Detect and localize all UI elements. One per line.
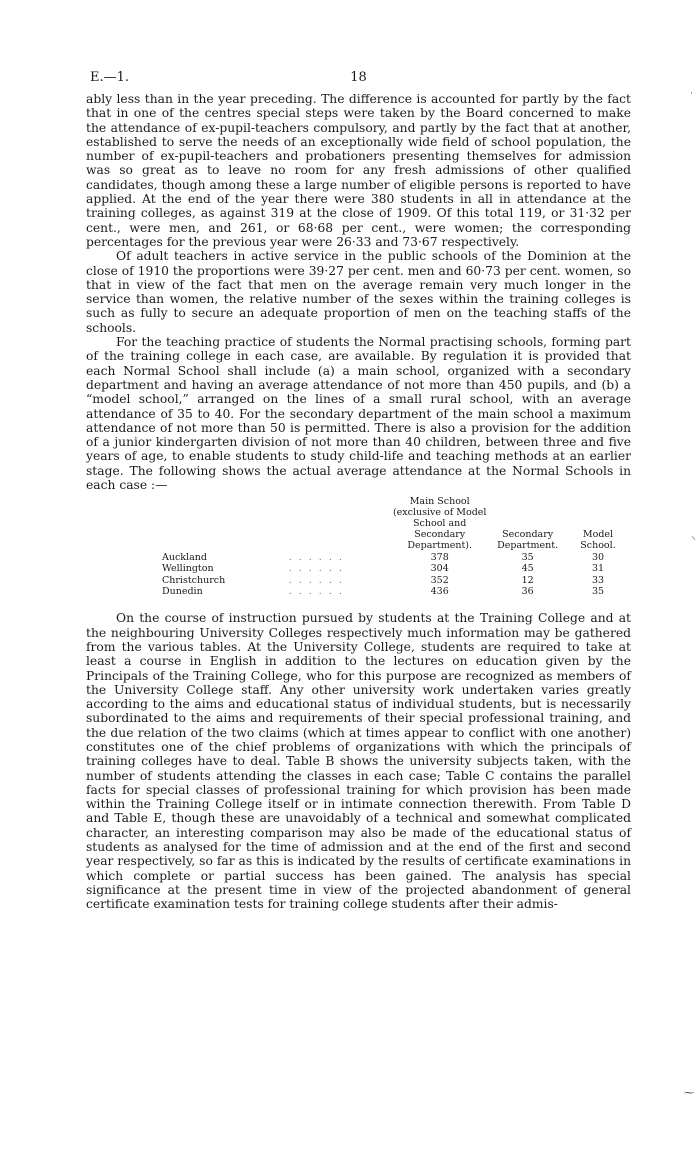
row-model: 33 bbox=[591, 574, 605, 586]
row-main: 436 bbox=[430, 586, 449, 598]
paragraph-1: ably less than in the year preceding. The difference is accounted for partly by the fact that in one of the centres special steps were taken by the Board concerned to make the attendance of ex-pupil-teachers compulsory, and partly by the fact that at another, established to serve the needs of an exceptionally wide field of school population, the number of ex-pupil-teachers and probationers presenting themselves for admission was so great as to leave no room for any fresh admissions of other qualified candidates, though among these a large number of eligible persons is reported to have applied. At the end of the year there were 380 students in all in attendance at the training colleges, as against 319 at the close of 1909. Of this total 119, or 31·32 per cent., were men, and 261, or 68·68 per cent., were women; the corresponding percentages for the previous year were 26·33 and 73·67 respectively. bbox=[86, 92, 631, 249]
header-secondary: Secondary Department. bbox=[497, 529, 559, 552]
body-text-top bbox=[86, 92, 631, 492]
row-main: 352 bbox=[430, 574, 449, 586]
row-leader: . . . . . . bbox=[288, 551, 344, 563]
body-text-bottom bbox=[86, 611, 631, 911]
row-leader: . . . . . . bbox=[288, 563, 344, 575]
document-page bbox=[86, 70, 631, 912]
row-place: Dunedin bbox=[162, 586, 203, 598]
row-secondary: 36 bbox=[521, 586, 534, 598]
row-model: 35 bbox=[591, 586, 605, 598]
row-place: Christchurch bbox=[162, 574, 226, 586]
row-main: 378 bbox=[430, 551, 449, 563]
header-model: Model School. bbox=[580, 529, 616, 552]
row-secondary: 35 bbox=[521, 551, 534, 563]
row-place: Wellington bbox=[162, 563, 214, 575]
row-main: 304 bbox=[430, 563, 449, 575]
row-secondary: 45 bbox=[521, 563, 534, 575]
row-model: 30 bbox=[591, 551, 605, 563]
table-header-row bbox=[88, 496, 628, 551]
table-row bbox=[88, 563, 628, 575]
row-leader: . . . . . . bbox=[288, 574, 344, 586]
margin-mark: ⸜ bbox=[691, 531, 696, 542]
header-main-school: Main School (exclusive of Model School and Secondary Department). bbox=[392, 496, 487, 552]
margin-mark: ˙ bbox=[689, 92, 694, 103]
paragraph-3: For the teaching practice of students the Normal practising schools, forming part of the training college in each case, are available. By regulation it is provided that each Normal School shall include (a) a main school, organized with a secondary department and having an average attendance of not more than 450 pupils, and (b) a “model school,” arranged on the lines of a small rural school, with an average attendance of 35 to 40. For the secondary department of the main school a maximum attendance of not more than 50 is permitted. There is also a provision for the addition of a junior kindergarten division of not more than 40 children, between three and five years of age, to enable students to study child-life and teaching methods at an earlier stage. The following shows the actual average attendance at the Normal Schools in each case :— bbox=[86, 335, 631, 493]
page-number: 18 bbox=[350, 70, 367, 85]
page-header bbox=[86, 70, 631, 92]
table-row bbox=[88, 586, 628, 598]
margin-mark: ⁓ bbox=[684, 1088, 694, 1099]
table-row bbox=[88, 551, 628, 563]
row-place: Auckland bbox=[162, 551, 207, 563]
row-model: 31 bbox=[591, 563, 605, 575]
attendance-table bbox=[88, 496, 628, 597]
attendance-table-wrap bbox=[86, 496, 631, 597]
paragraph-4: On the course of instruction pursued by students at the Training College and at the neighbouring University Colleges respectively much information may be gathered from the various tables. At the University College, students are required to take at least a course in English in addition to the lectures on education given by the Principals of the Training College, who for this purpose are recognized as members of the University College staff. Any other university work undertaken varies greatly according to the aims and educational status of individual students, but is necessarily subordinated to the aims and requirements of their special professional training, and the due relation of the two claims (which at times appear to conflict with one another) constitutes one of the chief problems of organizations with which the principals of training colleges have to deal. Table B shows the university subjects taken, with the number of students attending the classes in each case; Table C contains the parallel facts for special classes of professional training for which provision has been made within the Training College itself or in intimate connection therewith. From Table D and Table E, though these are unavoidably of a technical and somewhat complicated character, an interesting comparison may also be made of the educational status of students as analysed for the time of admission and at the end of the first and second year respectively, so far as this is indicated by the results of certificate examinations in which complete or partial success has been gained. The analysis has special significance at the present time in view of the projected abandonment of general certificate examination tests for training college students after their admis- bbox=[86, 611, 631, 912]
row-secondary: 12 bbox=[521, 574, 534, 586]
table-row bbox=[88, 574, 628, 586]
row-leader: . . . . . . bbox=[288, 586, 344, 598]
document-reference: E.—1. bbox=[90, 70, 130, 85]
paragraph-2: Of adult teachers in active service in the public schools of the Dominion at the close of 1910 the proportions were 39·27 per cent. men and 60·73 per cent. women, so that in view of the fact that men on the average remain very much longer in the service than women, the relative number of the sexes within the training colleges is such as fully to secure an adequate proportion of men on the teaching staffs of the schools. bbox=[86, 249, 631, 335]
